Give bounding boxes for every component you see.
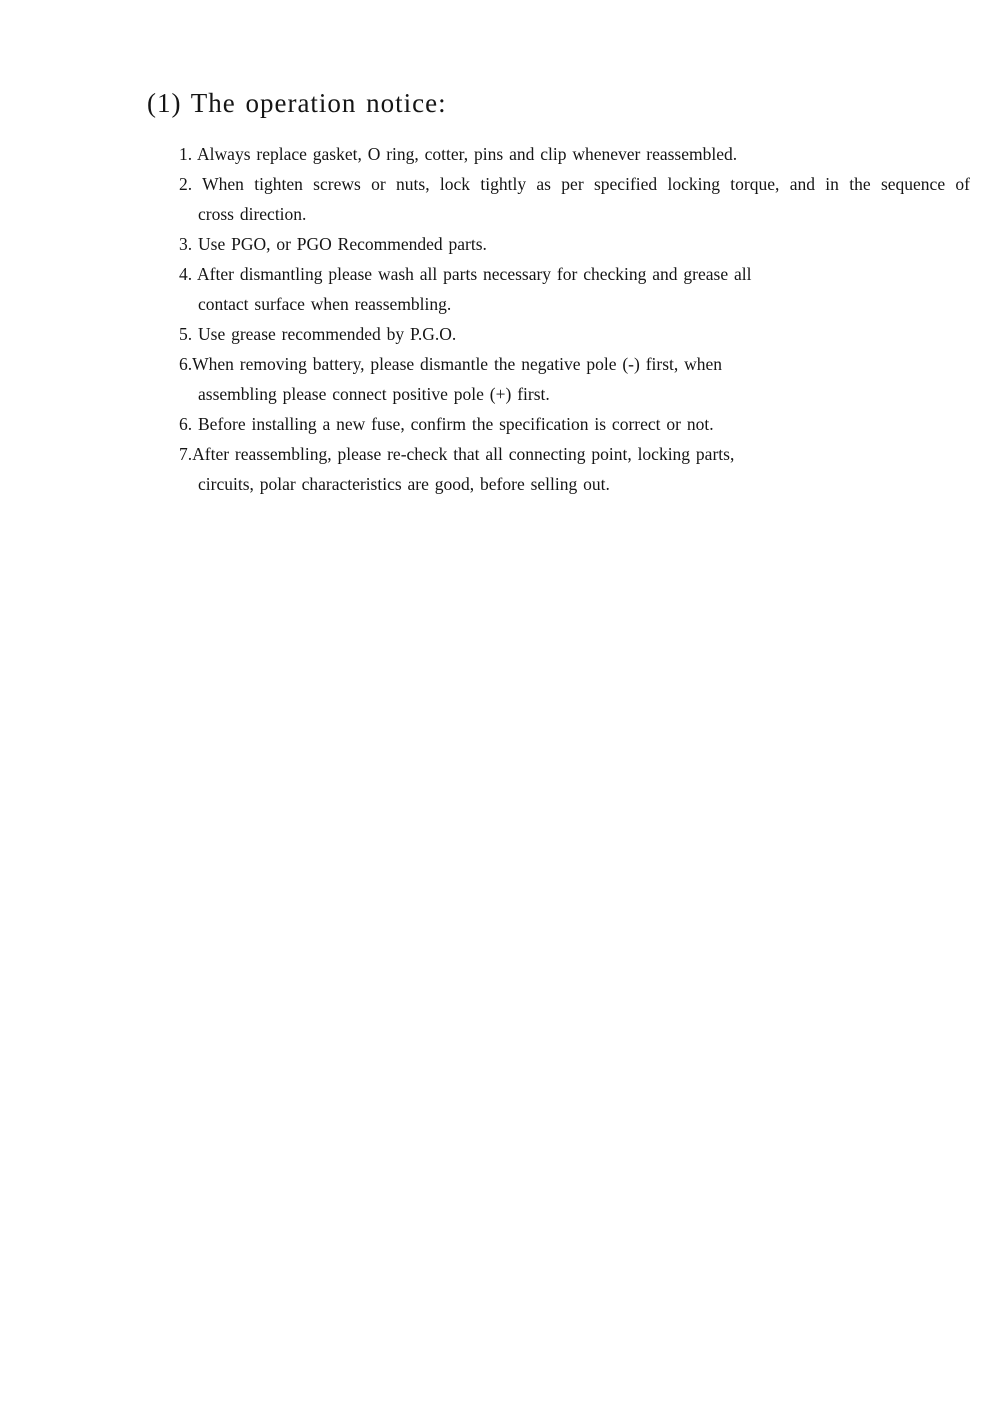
notice-item-line: 3. Use PGO, or PGO Recommended parts. bbox=[179, 234, 487, 254]
notice-item bbox=[179, 259, 979, 319]
notice-item-line: 2. When tighten screws or nuts, lock tightly as per specified locking torque, and in the sequence of bbox=[179, 174, 970, 194]
notice-item-line: cross direction. bbox=[198, 204, 307, 224]
notice-item bbox=[179, 319, 979, 349]
notice-item bbox=[179, 169, 979, 229]
notice-item bbox=[179, 409, 979, 439]
notice-item-line: 1. Always replace gasket, O ring, cotter, pins and clip whenever reassembled. bbox=[179, 144, 738, 164]
page-title: (1) The operation notice: bbox=[147, 88, 447, 118]
notice-item-line: contact surface when reassembling. bbox=[198, 294, 452, 314]
notice-item-line: 5. Use grease recommended by P.G.O. bbox=[179, 324, 457, 344]
notice-item bbox=[179, 349, 979, 409]
notice-item-line: 6. Before installing a new fuse, confirm the specification is correct or not. bbox=[179, 414, 714, 434]
notice-item bbox=[179, 229, 979, 259]
notice-item-line: 7.After reassembling, please re-check that all connecting point, locking parts, bbox=[179, 444, 735, 464]
notice-item-line: 6.When removing battery, please dismantle the negative pole (-) first, when bbox=[179, 354, 723, 374]
notice-item-line: assembling please connect positive pole (+) first. bbox=[198, 384, 550, 404]
notice-item-line: circuits, polar characteristics are good, before selling out. bbox=[198, 474, 610, 494]
operation-notice-list bbox=[179, 139, 979, 499]
notice-item bbox=[179, 439, 979, 499]
notice-item-line: 4. After dismantling please wash all parts necessary for checking and grease all bbox=[179, 264, 752, 284]
notice-item bbox=[179, 139, 979, 169]
